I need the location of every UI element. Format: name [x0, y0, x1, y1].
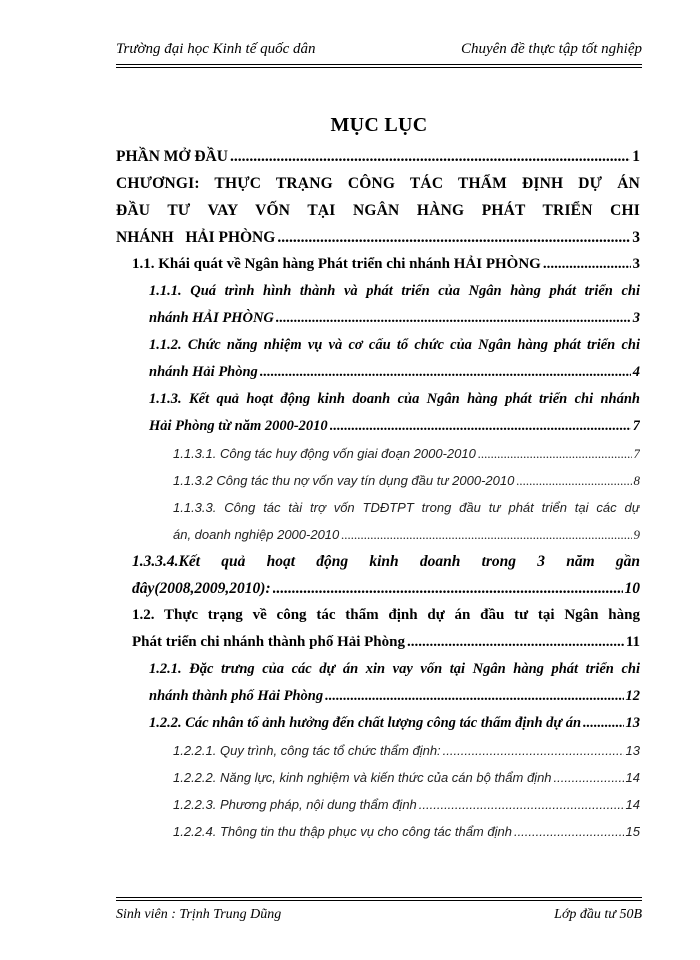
dot-leader — [478, 440, 632, 467]
page-number: 3 — [632, 256, 640, 272]
page-footer — [116, 897, 642, 927]
dot-leader — [543, 251, 631, 278]
dot-leader — [330, 413, 631, 440]
page-header — [116, 38, 642, 68]
dot-leader — [341, 521, 631, 548]
dot-leader — [419, 791, 624, 818]
toc-entry-1-2-1-line1: 1.2.1. Đặc trưng của các dự án xin vay vốn tại Ngân hàng phát triển chi — [149, 661, 640, 677]
dot-leader — [514, 818, 624, 845]
toc-entry-chapter1-line1: CHƯƠNGI: THỰC TRẠNG CÔNG TÁC THẨM ĐỊNH DỰ ÁN — [116, 175, 640, 192]
dot-leader — [583, 710, 623, 737]
page-number: 3 — [632, 229, 640, 246]
dot-leader — [276, 305, 631, 332]
toc-entry-chapter1-line2: ĐẦU TƯ VAY VỐN TẠI NGÂN HÀNG PHÁT TRIỂN CHI — [116, 202, 640, 219]
page-number: 7 — [632, 418, 640, 434]
toc-entry-1-2-line2: Phát triển chi nhánh thành phố Hải Phòng ..... 11 — [116, 629, 640, 656]
page-number: 11 — [625, 634, 640, 650]
dot-leader — [554, 764, 624, 791]
page-number: 4 — [632, 364, 640, 380]
toc-entry-1-1-3-line1: 1.1.3. Kết quả hoạt động kinh doanh của Ngân hàng phát triển chi nhánh — [149, 391, 640, 407]
dot-leader — [516, 467, 631, 494]
page-number: 8 — [633, 473, 640, 488]
dot-leader — [407, 629, 624, 656]
page-number: 15 — [625, 824, 640, 839]
toc-entry-1-1-2-line1: 1.1.2. Chức năng nhiệm vụ và cơ cấu tổ chức của Ngân hàng phát triển chi — [149, 337, 640, 353]
page-number: 14 — [625, 797, 640, 812]
toc-entry-1-2-2: 1.2.2. Các nhân tố ảnh hưởng đến chất lượng công tác thẩm định dự án ..... 13 — [116, 710, 640, 737]
footer-class: Lớp đầu tư 50B — [554, 907, 642, 922]
toc-entry-1-1-3-3-line1: 1.1.3.3. Công tác tài trợ vốn TDĐTPT trong đầu tư phát triển tại các dự — [173, 500, 640, 515]
toc-entry-chapter1-line3: NHÁNH HẢI PHÒNG ..... 3 — [116, 224, 640, 251]
page-title: MỤC LỤC — [330, 114, 428, 136]
toc-entry-1-3-3-4-line2: đây(2008,2009,2010): ..... 10 — [116, 575, 640, 602]
toc-entry-1-1-1-line1: 1.1.1. Quá trình hình thành và phát triển của Ngân hàng phát triển chi — [149, 283, 640, 299]
dot-leader — [260, 359, 631, 386]
page-number: 13 — [625, 715, 640, 731]
toc-entry-1-1: 1.1. Khái quát về Ngân hàng Phát triển chi nhánh HẢI PHÒNG ..... 3 — [116, 251, 640, 278]
toc-entry-intro: PHẦN MỞ ĐẦU ..... 1 — [116, 143, 640, 170]
table-of-contents — [116, 143, 640, 845]
header-university: Trường đại học Kinh tế quốc dân — [116, 41, 316, 57]
page-number: 12 — [625, 688, 640, 704]
toc-entry-1-2-2-3: 1.2.2.3. Phương pháp, nội dung thẩm định ..... 14 — [116, 791, 640, 818]
header-report-type: Chuyên đề thực tập tốt nghiệp — [460, 41, 642, 57]
toc-entry-1-1-2-line2: nhánh Hải Phòng ..... 4 — [116, 359, 640, 386]
dot-leader — [277, 224, 630, 251]
page-number: 3 — [632, 310, 640, 326]
page-number: 10 — [624, 580, 640, 597]
dot-leader — [273, 575, 623, 602]
toc-entry-1-3-3-4-line1: 1.3.3.4.Kết quả hoạt động kinh doanh trong 3 năm gần — [132, 553, 640, 570]
page-number: 14 — [625, 770, 640, 785]
page-number: 7 — [633, 446, 640, 461]
toc-entry-1-2-2-4: 1.2.2.4. Thông tin thu thập phục vụ cho công tác thẩm định ..... 15 — [116, 818, 640, 845]
toc-entry-1-1-3-3-line2: án, doanh nghiệp 2000-2010 ..... 9 — [116, 521, 640, 548]
toc-entry-1-2-line1: 1.2. Thực trạng về công tác thẩm định dự án đầu tư tại Ngân hàng — [132, 607, 640, 623]
dot-leader — [325, 683, 623, 710]
toc-entry-1-2-2-2: 1.2.2.2. Năng lực, kinh nghiệm và kiến thức của cán bộ thẩm định ..... 14 — [116, 764, 640, 791]
toc-entry-1-1-3-1: 1.1.3.1. Công tác huy động vốn giai đoạn 2000-2010 ..... 7 — [116, 440, 640, 467]
dot-leader — [443, 737, 624, 764]
toc-entry-1-2-2-1: 1.2.2.1. Quy trình, công tác tổ chức thẩm định: ..... 13 — [116, 737, 640, 764]
dot-leader — [230, 143, 630, 170]
toc-entry-1-1-1-line2: nhánh HẢI PHÒNG ..... 3 — [116, 305, 640, 332]
page-number: 13 — [625, 743, 640, 758]
page-number: 1 — [632, 148, 640, 165]
footer-student: Sinh viên : Trịnh Trung Dũng — [116, 907, 282, 922]
toc-entry-1-1-3-line2: Hải Phòng từ năm 2000-2010 ..... 7 — [116, 413, 640, 440]
toc-entry-1-2-1-line2: nhánh thành phố Hải Phòng ..... 12 — [116, 683, 640, 710]
toc-entry-1-1-3-2: 1.1.3.2 Công tác thu nợ vốn vay tín dụng đầu tư 2000-2010 ..... 8 — [116, 467, 640, 494]
page-number: 9 — [633, 527, 640, 542]
